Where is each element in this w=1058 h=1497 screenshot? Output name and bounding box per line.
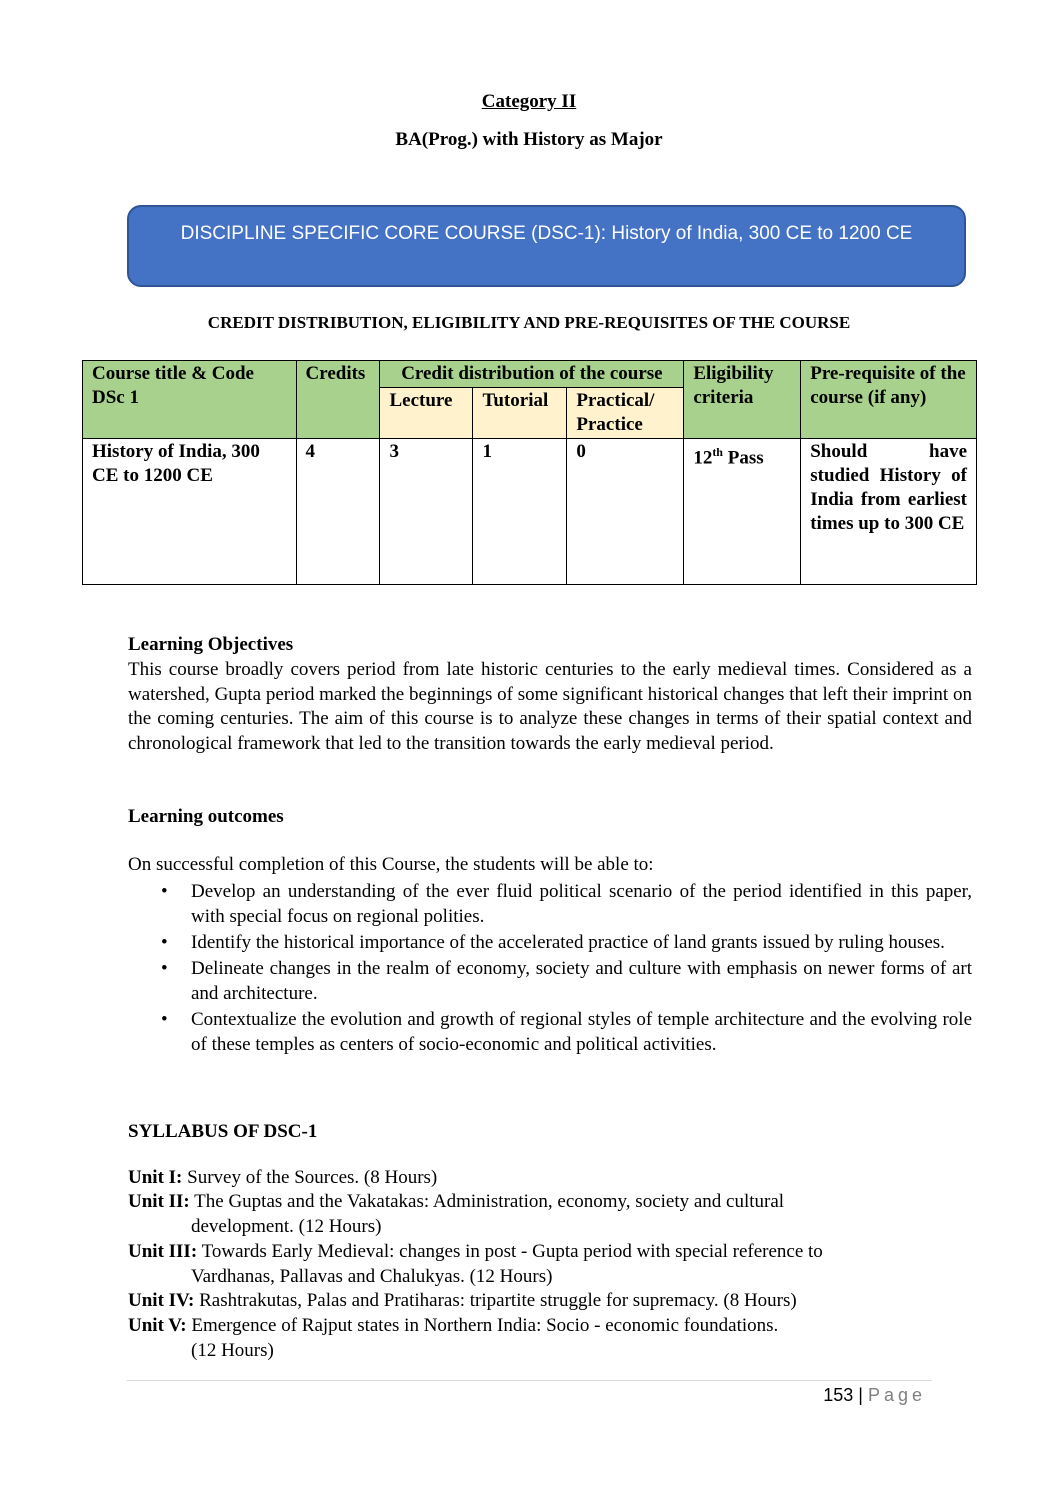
credit-distribution-heading: CREDIT DISTRIBUTION, ELIGIBILITY AND PRE-REQUISITES OF THE COURSE	[207, 313, 851, 332]
eligibility-superscript: th	[712, 445, 723, 459]
syllabus-unit-2	[128, 1190, 930, 1239]
list-item: • Contextualize the evolution and growth of regional styles of temple architecture and the evolving role of these temples as centers of socio-economic and political activities.	[128, 1007, 972, 1057]
list-item: • Develop an understanding of the ever fluid political scenario of the period identified in this paper, with special focus on regional polities.	[128, 879, 972, 929]
syllabus-heading: SYLLABUS OF DSC-1	[128, 1121, 318, 1142]
cell-prerequisite: Should have studied History of India from earliest times up to 300 CE	[801, 439, 977, 585]
cell-course-title: History of India, 300 CE to 1200 CE	[83, 439, 297, 585]
header-practical: Practical/ Practice	[567, 388, 684, 439]
programme-heading: BA(Prog.) with History as Major	[395, 129, 663, 150]
category-heading: Category II	[481, 91, 577, 112]
page-separator: |	[853, 1385, 868, 1405]
unit-text: The Guptas and the Vakatakas: Administration, economy, society and cultural	[189, 1191, 785, 1212]
eligibility-text: Pass	[722, 447, 764, 469]
page-label: Page	[867, 1385, 926, 1405]
unit-label: Unit III:	[128, 1241, 198, 1262]
page-footer	[760, 1385, 926, 1406]
syllabus-unit-4	[128, 1289, 958, 1314]
cell-credits: 4	[296, 439, 380, 585]
objectives-heading: Learning Objectives	[128, 634, 294, 655]
footer-divider	[127, 1380, 932, 1381]
list-item: • Identify the historical importance of the accelerated practice of land grants issued by ruling houses.	[128, 930, 972, 955]
header-course-title: Course title & Code DSc 1	[83, 361, 297, 439]
outcomes-heading: Learning outcomes	[128, 806, 284, 827]
eligibility-number: 12	[693, 447, 713, 469]
header-credits: Credits	[296, 361, 380, 439]
unit-text: Rashtrakutas, Palas and Pratiharas: tripartite struggle for supremacy. (8 Hours)	[194, 1290, 797, 1311]
objectives-text: This course broadly covers period from late historic centuries to the early medieval times. Considered as a watershed, Gupta period marked the beginnings of some significant historical changes that left their imprint on the coming centuries. The aim of this course is to analyze these changes in terms of their spatial context and chronological framework that led to the transition towards the early medieval period.	[128, 659, 972, 754]
outcomes-intro: On successful completion of this Course, the students will be able to:	[128, 854, 654, 875]
outcomes-list	[128, 879, 972, 1058]
unit-text: Survey of the Sources. (8 Hours)	[182, 1167, 438, 1188]
unit-text: Emergence of Rajput states in Northern India: Socio - economic foundations.	[186, 1315, 779, 1336]
cell-practical: 0	[567, 439, 684, 585]
syllabus-unit-3	[128, 1240, 930, 1289]
unit-continuation: (12 Hours)	[191, 1339, 274, 1361]
course-banner: DISCIPLINE SPECIFIC CORE COURSE (DSC-1): History of India, 300 CE to 1200 CE	[127, 205, 966, 287]
syllabus-unit-1	[128, 1166, 930, 1191]
header-credit-distribution: Credit distribution of the course	[380, 361, 684, 388]
unit-label: Unit I:	[128, 1167, 183, 1188]
page-number: 153	[823, 1385, 854, 1405]
cell-eligibility	[684, 439, 801, 585]
credit-table	[82, 360, 977, 585]
cell-lecture: 3	[380, 439, 473, 585]
header-lecture: Lecture	[380, 388, 473, 439]
unit-continuation: development. (12 Hours)	[191, 1215, 382, 1237]
unit-label: Unit IV:	[128, 1290, 195, 1311]
unit-label: Unit V:	[128, 1315, 187, 1336]
header-eligibility: Eligibility criteria	[684, 361, 801, 439]
header-tutorial: Tutorial	[473, 388, 567, 439]
header-prerequisite: Pre-requisite of the course (if any)	[801, 361, 977, 439]
cell-tutorial: 1	[473, 439, 567, 585]
syllabus-unit-5	[128, 1314, 958, 1363]
unit-continuation: Vardhanas, Pallavas and Chalukyas. (12 Hours)	[191, 1265, 553, 1287]
unit-label: Unit II:	[128, 1191, 190, 1212]
list-item: • Delineate changes in the realm of economy, society and culture with emphasis on newer forms of art and architecture.	[128, 956, 972, 1006]
unit-text: Towards Early Medieval: changes in post - Gupta period with special reference to	[197, 1241, 823, 1262]
